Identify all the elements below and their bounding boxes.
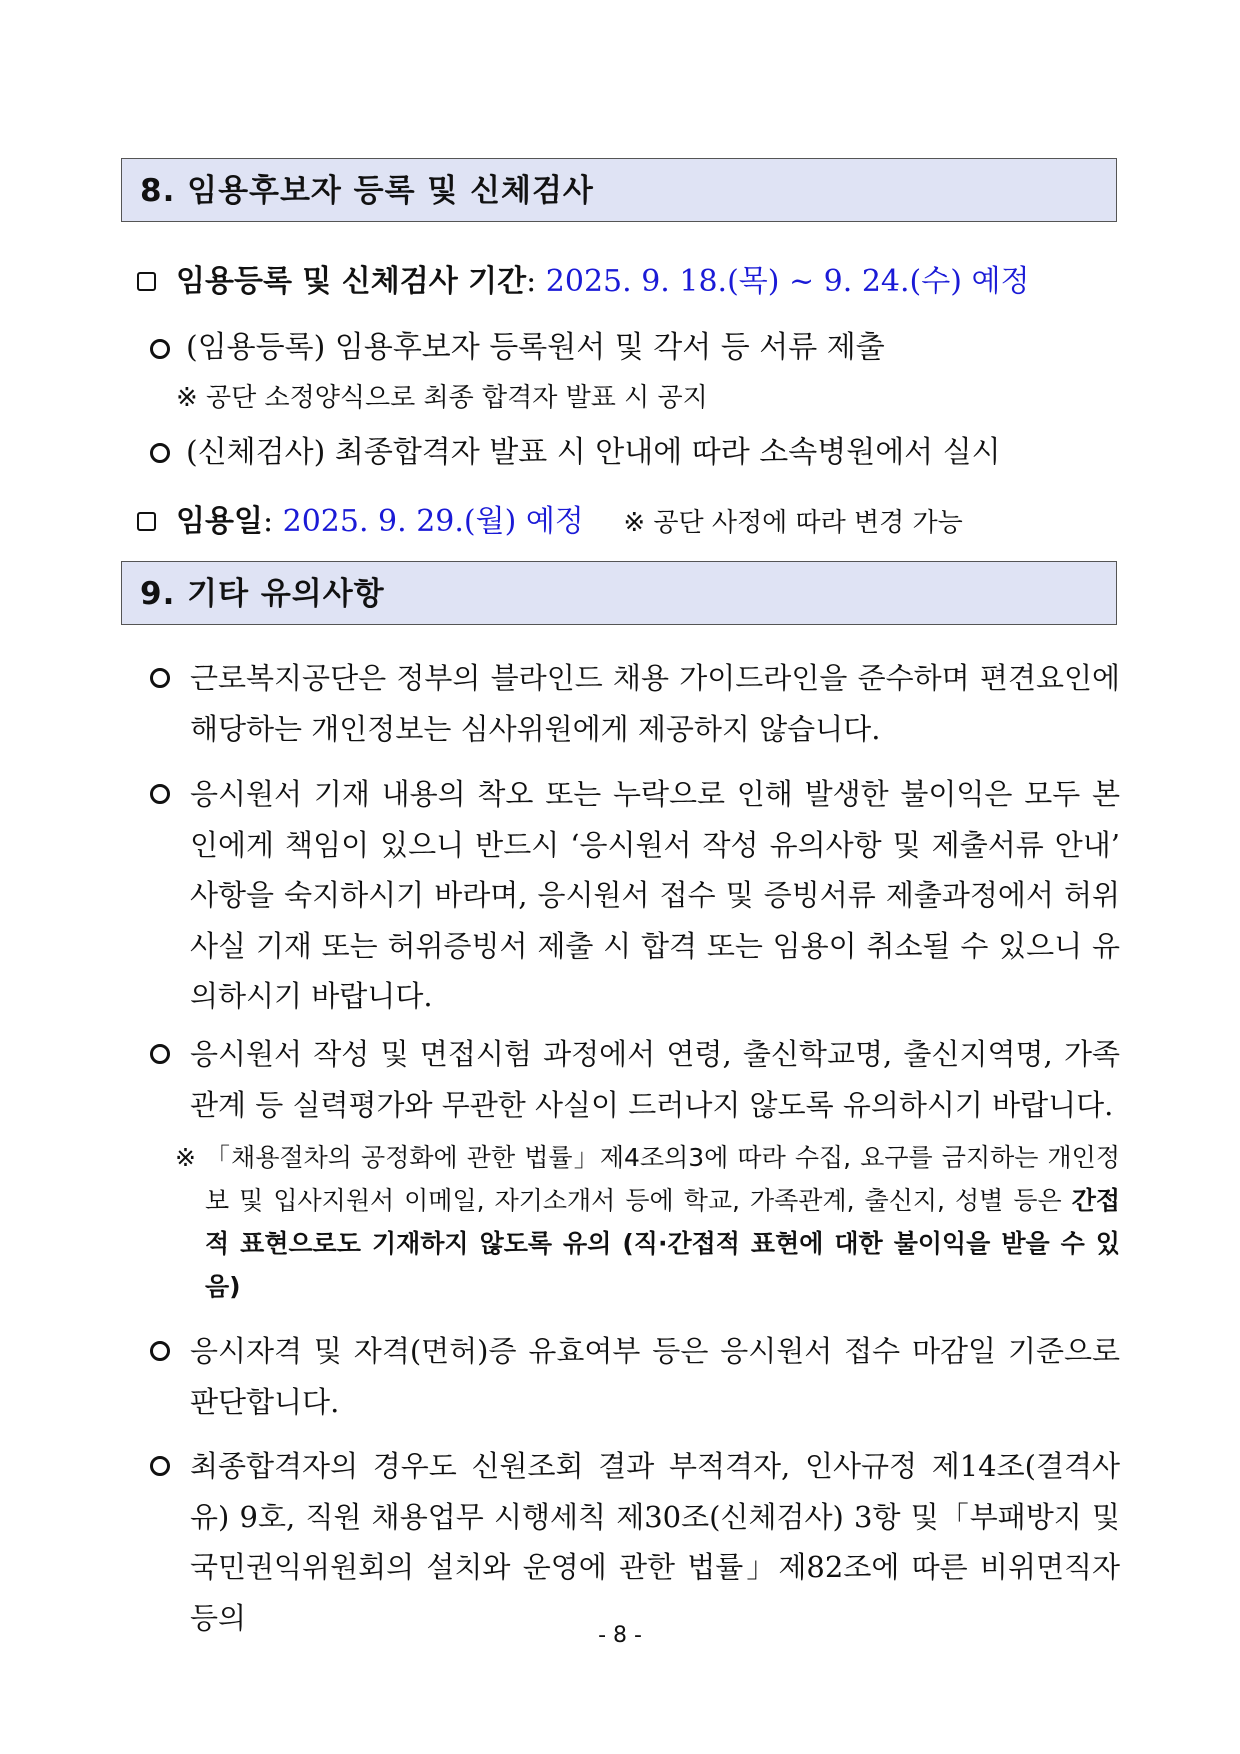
- period-line: [176, 262, 1029, 302]
- circle-bullet-icon: [150, 443, 170, 463]
- page-number: - 8 -: [598, 1623, 642, 1648]
- square-bullet-icon: [137, 512, 156, 531]
- note-text: 「채용절차의 공정화에 관한 법률」제4조의3에 따라 수집, 요구를 금지하는 개인정보 및 입사지원서 이메일, 자기소개서 등에 학교, 가족관계, 출신지, 성별 등은: [205, 1143, 1120, 1215]
- circle-bullet-icon: [150, 784, 170, 804]
- date-note: ※ 공단 사정에 따라 변경 가능: [623, 508, 963, 538]
- circle-bullet-icon: [150, 1456, 170, 1476]
- appointment-date-line: [176, 502, 963, 543]
- section-8-title: 8. 임용후보자 등록 및 신체검사: [121, 158, 1117, 222]
- section9-item-3: 응시원서 작성 및 면접시험 과정에서 연령, 출신학교명, 출신지역명, 가족관계 등 실력평가와 무관한 사실이 드러나지 않도록 유의하시기 바랍니다.: [190, 1037, 1120, 1122]
- circle-bullet-icon: [150, 339, 170, 359]
- note-mark: ※: [175, 1143, 196, 1172]
- section9-item-5: 최종합격자의 경우도 신원조회 결과 부적격자, 인사규정 제14조(결격사유) 9호, 직원 채용업무 시행세칙 제30조(신체검사) 3항 및「부패방지 및 국민권익위원회의 설치와 운영에 관한 법률」제82조에 따른 비위면직자 등의: [190, 1449, 1120, 1635]
- date-sep: :: [262, 504, 274, 539]
- section9-item-1: 근로복지공단은 정부의 블라인드 채용 가이드라인을 준수하며 편견요인에 해당하는 개인정보는 심사위원에게 제공하지 않습니다.: [190, 661, 1120, 746]
- section8-item-1-note: ※ 공단 소정양식으로 최종 합격자 발표 시 공지: [176, 383, 708, 413]
- section9-item-2: 응시원서 기재 내용의 착오 또는 누락으로 인해 발생한 불이익은 모두 본인에게 책임이 있으니 반드시 ‘응시원서 작성 유의사항 및 제출서류 안내’ 사항을 숙지하시기 바라며, 응시원서 접수 및 증빙서류 제출과정에서 허위사실 기재 또는 허위증빙서 제출 시 합격 또는 임용이 취소될 수 있으니 유의하시기 바랍니다.: [190, 777, 1120, 1013]
- section8-item-1: (임용등록) 임용후보자 등록원서 및 각서 등 서류 제출: [186, 330, 885, 365]
- section9-note: [175, 1136, 1120, 1308]
- period-sep: :: [526, 264, 537, 299]
- date-label: 임용일: [176, 504, 263, 539]
- note-bold-text: 간접적 표현으로도 기재하지 않도록 유의 (직·간접적 표현에 대한 불이익을 받을 수 있음): [205, 1186, 1120, 1301]
- circle-bullet-icon: [150, 1044, 170, 1064]
- section8-item-2: (신체검사) 최종합격자 발표 시 안내에 따라 소속병원에서 실시: [186, 435, 1001, 470]
- section-9-title: 9. 기타 유의사항: [121, 561, 1117, 625]
- circle-bullet-icon: [150, 668, 170, 688]
- section9-item-4: 응시자격 및 자격(면허)증 유효여부 등은 응시원서 접수 마감일 기준으로 판단합니다.: [190, 1334, 1120, 1419]
- square-bullet-icon: [137, 272, 156, 291]
- date-value: 2025. 9. 29.(월) 예정: [282, 504, 584, 539]
- period-label: 임용등록 및 신체검사 기간: [176, 264, 527, 299]
- circle-bullet-icon: [150, 1341, 170, 1361]
- period-value: 2025. 9. 18.(목) ~ 9. 24.(수) 예정: [545, 264, 1030, 299]
